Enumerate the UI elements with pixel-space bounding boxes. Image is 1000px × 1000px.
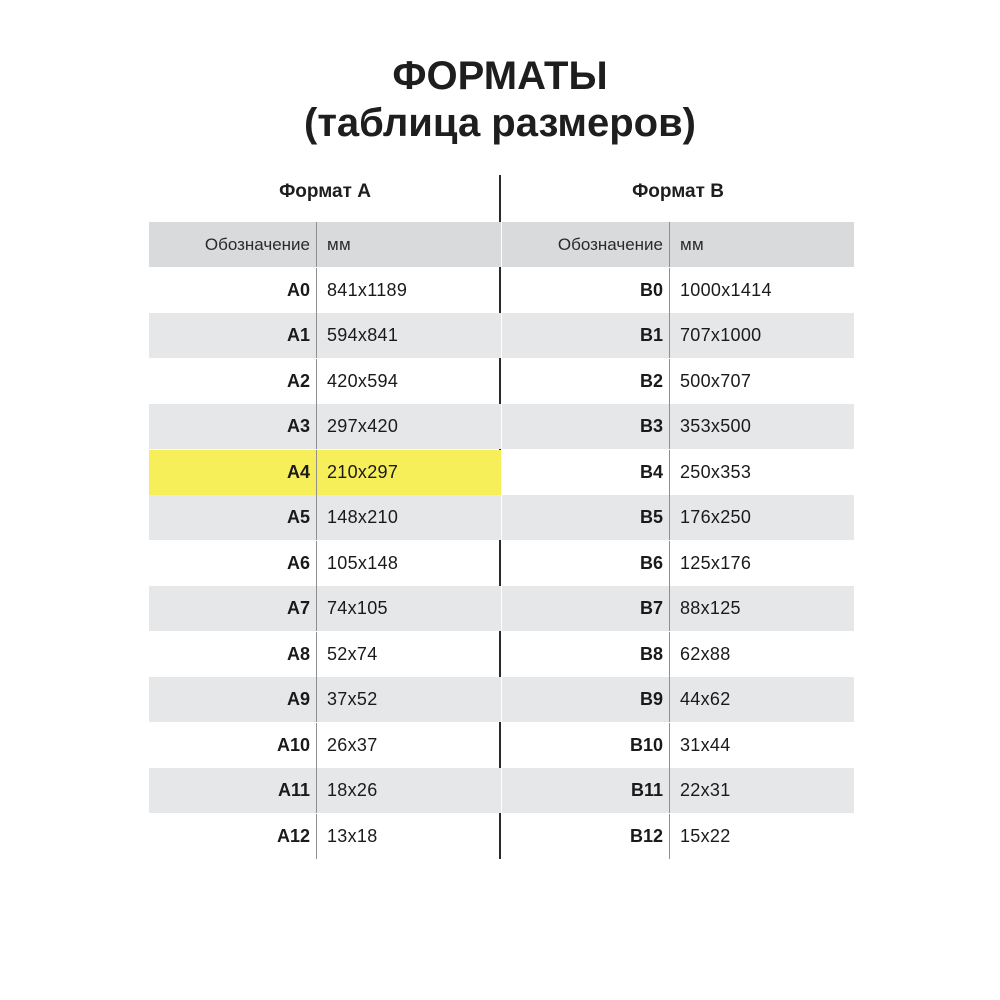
header-designation: Обозначение [557, 235, 663, 254]
format-a-header-row [149, 222, 501, 267]
format-size: 18x26 [327, 780, 378, 800]
table-row [149, 268, 501, 313]
table-row [149, 814, 501, 859]
format-designation: A1 [286, 325, 310, 345]
format-size: 841x1189 [327, 279, 408, 300]
format-size: 1000x1414 [680, 279, 772, 300]
format-size: 707x1000 [680, 325, 762, 345]
format-designation: B5 [639, 507, 663, 527]
format-size: 62x88 [680, 643, 731, 664]
format-designation: B9 [639, 689, 663, 709]
format-size: 31x44 [680, 734, 731, 755]
format-designation: B4 [639, 461, 663, 482]
table-row [149, 677, 501, 722]
page-subtitle: (таблица размеров) [304, 101, 696, 145]
format-size: 148x210 [327, 507, 399, 527]
format-designation: B6 [639, 552, 663, 573]
table-row [502, 586, 854, 631]
table-row [149, 450, 501, 495]
table-row [149, 359, 501, 404]
format-designation: A0 [286, 279, 310, 300]
format-designation: A7 [286, 598, 310, 618]
format-designation: B11 [630, 780, 663, 800]
format-designation: A4 [286, 461, 310, 482]
table-row [502, 632, 854, 677]
format-size: 15x22 [680, 825, 731, 846]
format-size: 44x62 [680, 689, 731, 709]
format-designation: A9 [286, 689, 310, 709]
format-designation: A11 [277, 780, 310, 800]
format-designation: A8 [286, 643, 310, 664]
format-size: 37x52 [327, 689, 378, 709]
header-designation: Обозначение [204, 235, 310, 254]
format-size: 22x31 [680, 780, 731, 800]
page-title: ФОРМАТЫ [392, 54, 608, 98]
format-designation: B2 [639, 370, 663, 391]
table-row [502, 404, 854, 449]
format-designation: B0 [639, 279, 663, 300]
table-row [502, 768, 854, 813]
table-row [149, 768, 501, 813]
header-unit: мм [327, 235, 351, 254]
table-row [502, 313, 854, 358]
table-row [149, 495, 501, 540]
format-size: 13x18 [327, 825, 378, 846]
format-designation: B10 [629, 734, 663, 755]
format-designation: A2 [286, 370, 310, 391]
format-size: 52x74 [327, 643, 378, 664]
format-size: 74x105 [327, 598, 388, 618]
format-designation: A5 [286, 507, 310, 527]
table-row [149, 586, 501, 631]
format-a-title: Формат А [279, 181, 371, 202]
format-designation: A3 [286, 416, 310, 436]
table-row [149, 632, 501, 677]
format-size: 88x125 [680, 598, 741, 618]
format-size: 297x420 [327, 416, 399, 436]
format-size: 420x594 [327, 370, 399, 391]
format-b-header-row [502, 222, 854, 267]
table-row [502, 814, 854, 859]
header-unit: мм [680, 235, 704, 254]
table-row [502, 268, 854, 313]
table-row [149, 541, 501, 586]
format-size: 210x297 [327, 461, 399, 482]
format-b-title: Формат B [632, 181, 724, 202]
table-row [502, 495, 854, 540]
format-size: 500x707 [680, 370, 752, 391]
format-size: 250x353 [680, 461, 752, 482]
table-row [149, 723, 501, 768]
format-size: 105x148 [327, 552, 399, 573]
format-size: 594x841 [327, 325, 399, 345]
table-row [502, 359, 854, 404]
format-designation: B7 [639, 598, 663, 618]
format-designation: A6 [286, 552, 310, 573]
format-designation: A10 [276, 734, 310, 755]
format-designation: A12 [276, 825, 310, 846]
format-size: 125x176 [680, 552, 752, 573]
format-designation: B1 [639, 325, 663, 345]
format-size: 353x500 [680, 416, 752, 436]
format-size: 176x250 [680, 507, 752, 527]
table-row [149, 313, 501, 358]
table-row [502, 677, 854, 722]
table-row [502, 541, 854, 586]
table-row [502, 450, 854, 495]
format-size: 26x37 [327, 734, 378, 755]
format-designation: B12 [629, 825, 663, 846]
table-row [149, 404, 501, 449]
table-row [502, 723, 854, 768]
format-designation: B3 [639, 416, 663, 436]
format-designation: B8 [639, 643, 663, 664]
